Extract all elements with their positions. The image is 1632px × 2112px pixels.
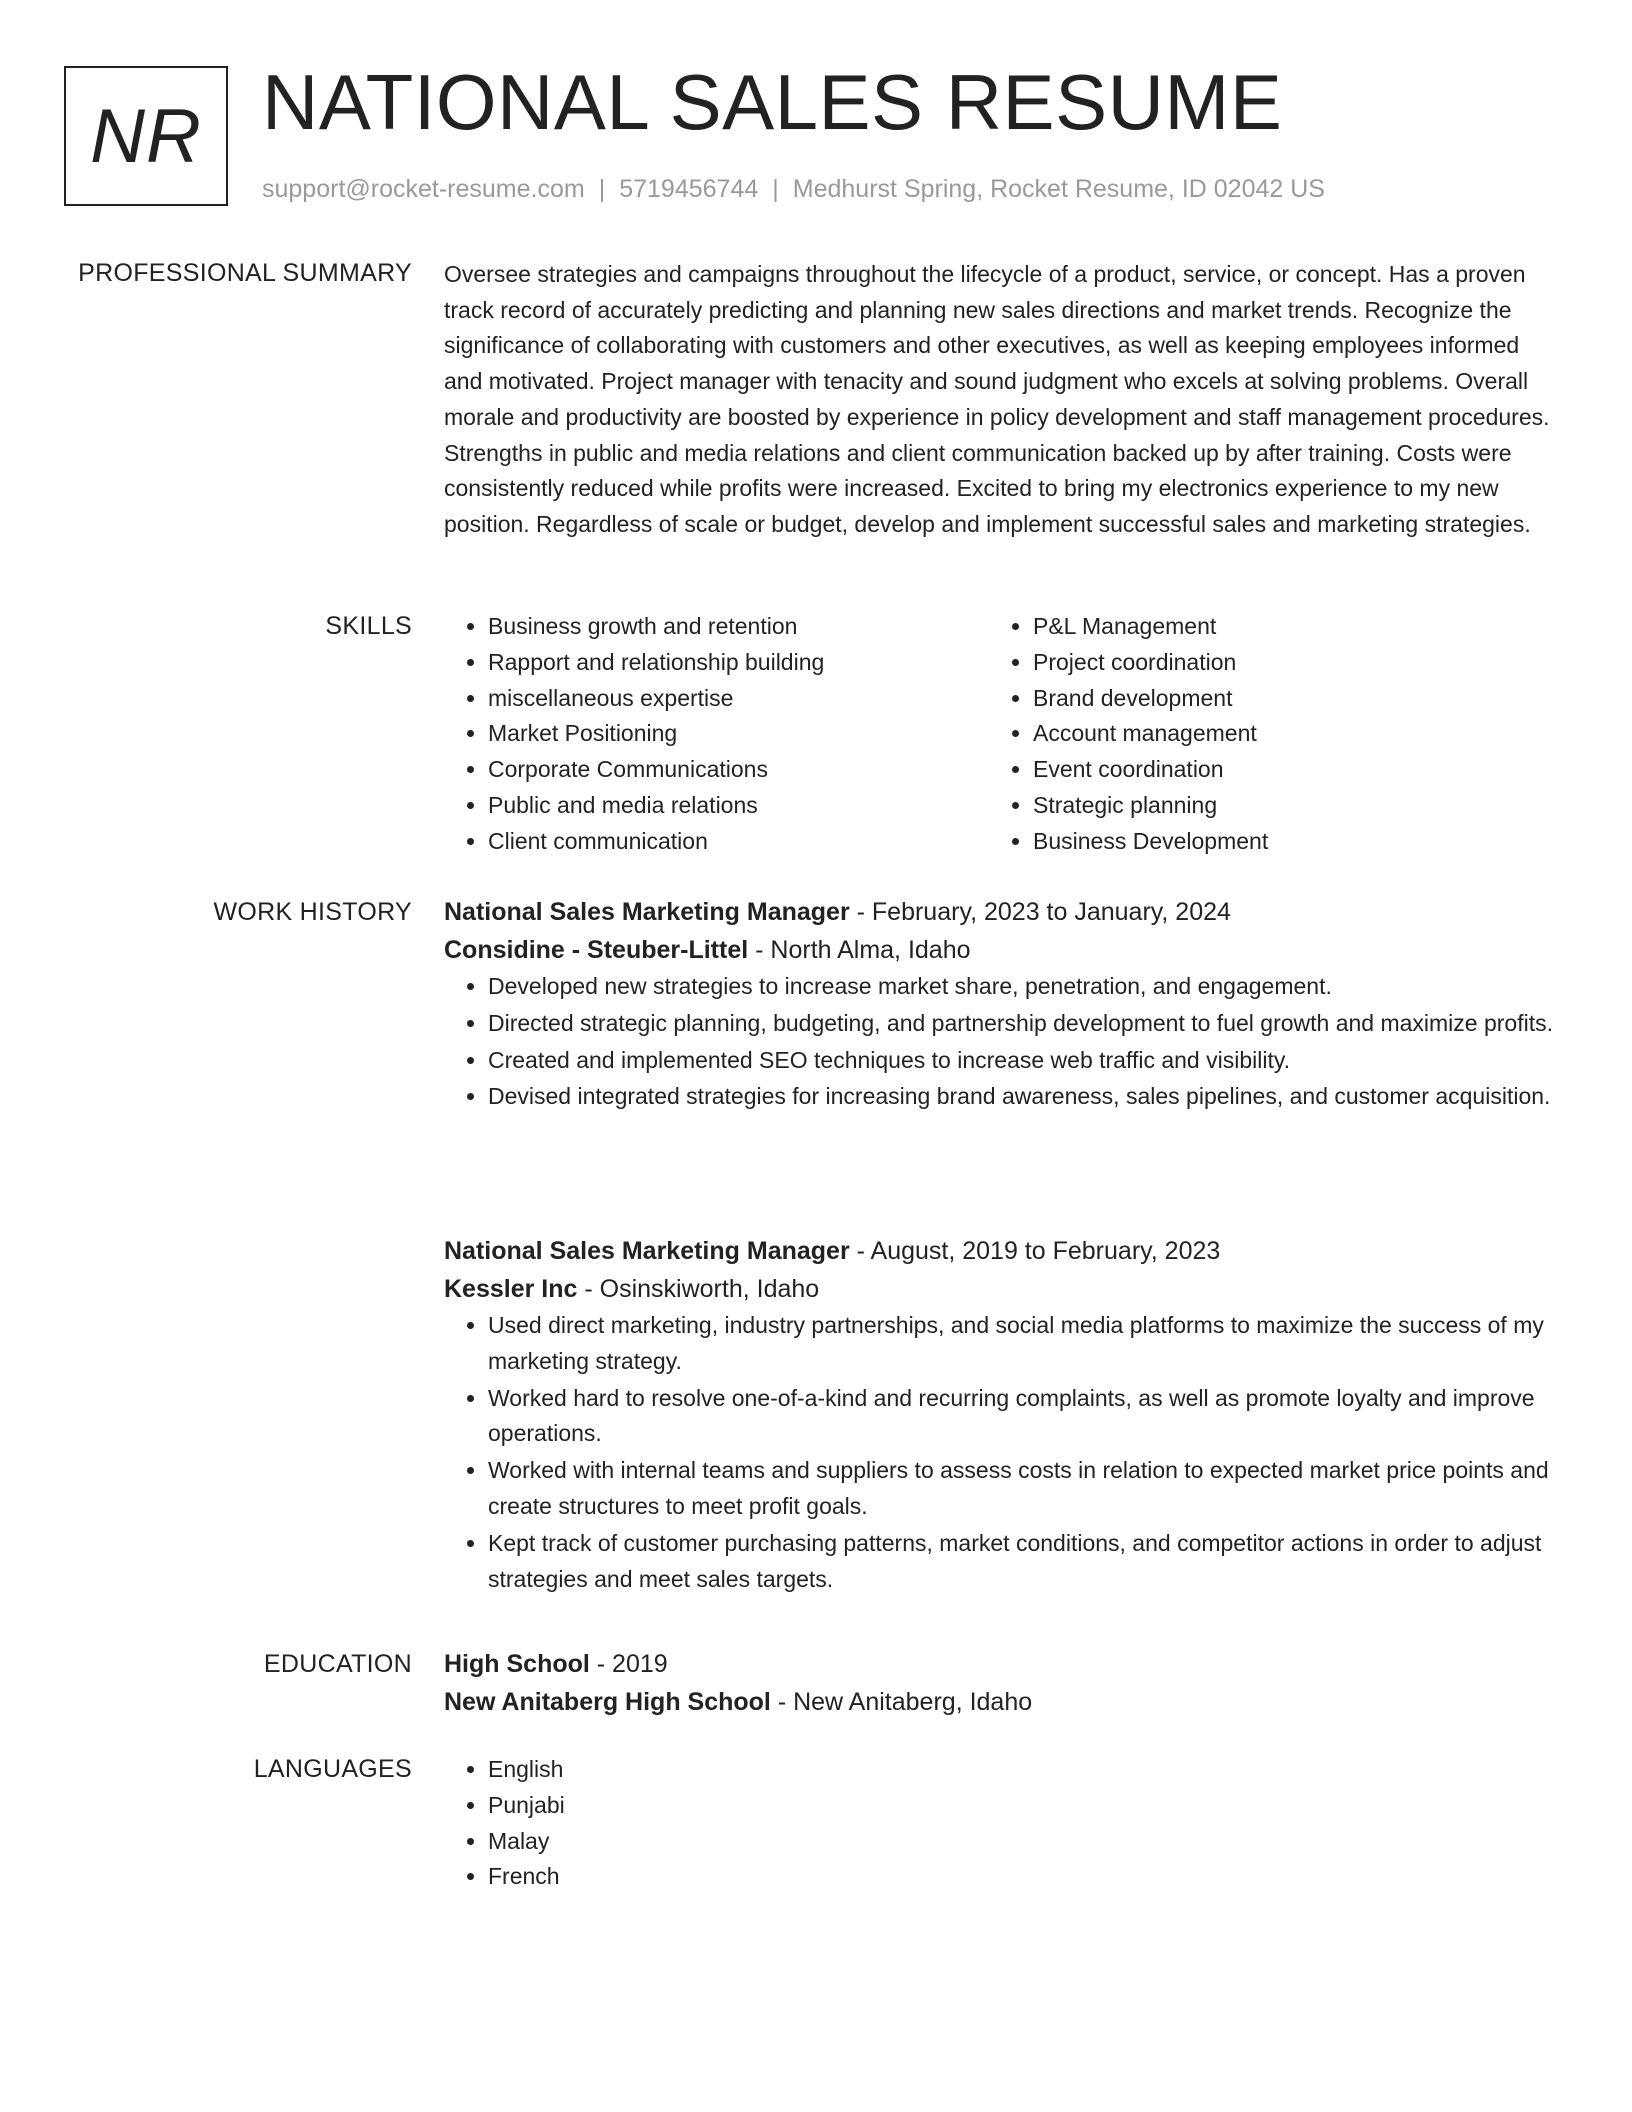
contact-separator: | [598,175,606,203]
skill-item: • Business growth and retention [488,609,989,645]
job-company-line [444,931,1556,969]
skill-item: • Market Positioning [488,716,989,752]
contact-separator: | [772,175,779,203]
skill-item: • Business Development [1033,824,1534,860]
language-item: • English [488,1752,1556,1788]
contact-address: Medhurst Spring, Rocket Resume, ID 02042 US [792,175,1325,203]
education-degree: High School [444,1650,590,1678]
job-bullet: • Worked hard to resolve one-of-a-kind and recurring complaints, as well as promote loyalty and improve operations. [488,1381,1556,1453]
work-history-heading: WORK HISTORY [213,898,412,926]
skill-item: • Corporate Communications [488,752,989,788]
language-item: • Punjabi [488,1788,1556,1824]
skill-item: • Account management [1033,716,1534,752]
skill-item: • Rapport and relationship building [488,645,989,681]
job-bullet: • Used direct marketing, industry partnerships, and social media platforms to maximize the success of my marketing strategy. [488,1308,1556,1380]
job-location: - Osinskiworth, Idaho [577,1275,820,1303]
contact-phone: 5719456744 [619,175,759,203]
skill-item: • Brand development [1033,681,1534,717]
education-school-line [444,1683,1556,1721]
contact-line [262,172,1325,206]
job-bullet: • Devised integrated strategies for increasing brand awareness, sales pipelines, and customer acquisition. [488,1079,1556,1115]
job-bullet: • Directed strategic planning, budgeting, and partnership development to fuel growth and maximize profits. [488,1006,1556,1042]
education-heading: EDUCATION [263,1650,412,1678]
skills-list-right [989,609,1534,860]
education-body [444,1645,1556,1721]
job-dates: - August, 2019 to February, 2023 [849,1237,1221,1265]
languages-body [444,1752,1556,1895]
contact-email: support@rocket-resume.com [262,175,585,203]
job-bullet: • Created and implemented SEO techniques to increase web traffic and visibility. [488,1043,1556,1079]
job-dates: - February, 2023 to January, 2024 [849,898,1231,926]
education-school: New Anitaberg High School [444,1688,771,1716]
job-bullet: • Worked with internal teams and suppliers to assess costs in relation to expected market price points and create structures to meet profit goals. [488,1453,1556,1525]
languages-heading: LANGUAGES [253,1755,412,1783]
skill-item: • Event coordination [1033,752,1534,788]
language-item: • Malay [488,1824,1556,1860]
summary-text: Oversee strategies and campaigns throughout the lifecycle of a product, service, or concept. Has a proven track record of accurately predicting and planning new sales directions and market trends. Recognize the significance of collaborating with customers and other executives, as well as keeping employees informed and motivated. Project manager with tenacity and sound judgment who excels at solving problems. Overall morale and productivity are boosted by experience in policy development and staff management procedures. Strengths in public and media relations and client communication backed up by after training. Costs were consistently reduced while profits were increased. Excited to bring my electronics experience to my new position. Regardless of scale or budget, develop and implement successful sales and marketing strategies. [444,261,1550,537]
job-company: Kessler Inc [444,1275,578,1303]
monogram-logo [64,66,228,206]
summary-heading: PROFESSIONAL SUMMARY [78,259,412,287]
job-bullet: • Kept track of customer purchasing patterns, market conditions, and competitor actions in order to adjust strategies and meet sales targets. [488,1526,1556,1598]
job-title-line [444,893,1556,931]
job-company-line [444,1270,1556,1308]
resume-title: NATIONAL SALES RESUME [262,58,1283,146]
summary-body [444,257,1556,543]
job-entry [444,1232,1556,1598]
skill-item: • P&L Management [1033,609,1534,645]
job-role: National Sales Marketing Manager [444,1237,850,1265]
job-location: - North Alma, Idaho [748,936,971,964]
education-year: - 2019 [589,1650,668,1678]
skill-item: • Project coordination [1033,645,1534,681]
skills-columns [444,609,1556,860]
skill-item: • Public and media relations [488,788,989,824]
skills-body [444,609,1556,860]
skills-column-left [444,609,989,860]
skills-heading: SKILLS [325,612,412,640]
skills-list-left [444,609,989,860]
job-role: National Sales Marketing Manager [444,898,850,926]
skill-item: • Client communication [488,824,989,860]
job-title-line [444,1232,1556,1270]
job-bullets [444,1308,1556,1597]
job-entry [444,893,1556,1116]
language-item: • French [488,1859,1556,1895]
job-company: Considine - Steuber-Littel [444,936,749,964]
skill-item: • miscellaneous expertise [488,681,989,717]
job-bullets [444,969,1556,1115]
monogram-text: NR [90,93,202,179]
skills-column-right [989,609,1534,860]
education-degree-line [444,1645,1556,1683]
education-location: - New Anitaberg, Idaho [770,1688,1033,1716]
skill-item: • Strategic planning [1033,788,1534,824]
languages-list [444,1752,1556,1895]
job-bullet: • Developed new strategies to increase market share, penetration, and engagement. [488,969,1556,1005]
